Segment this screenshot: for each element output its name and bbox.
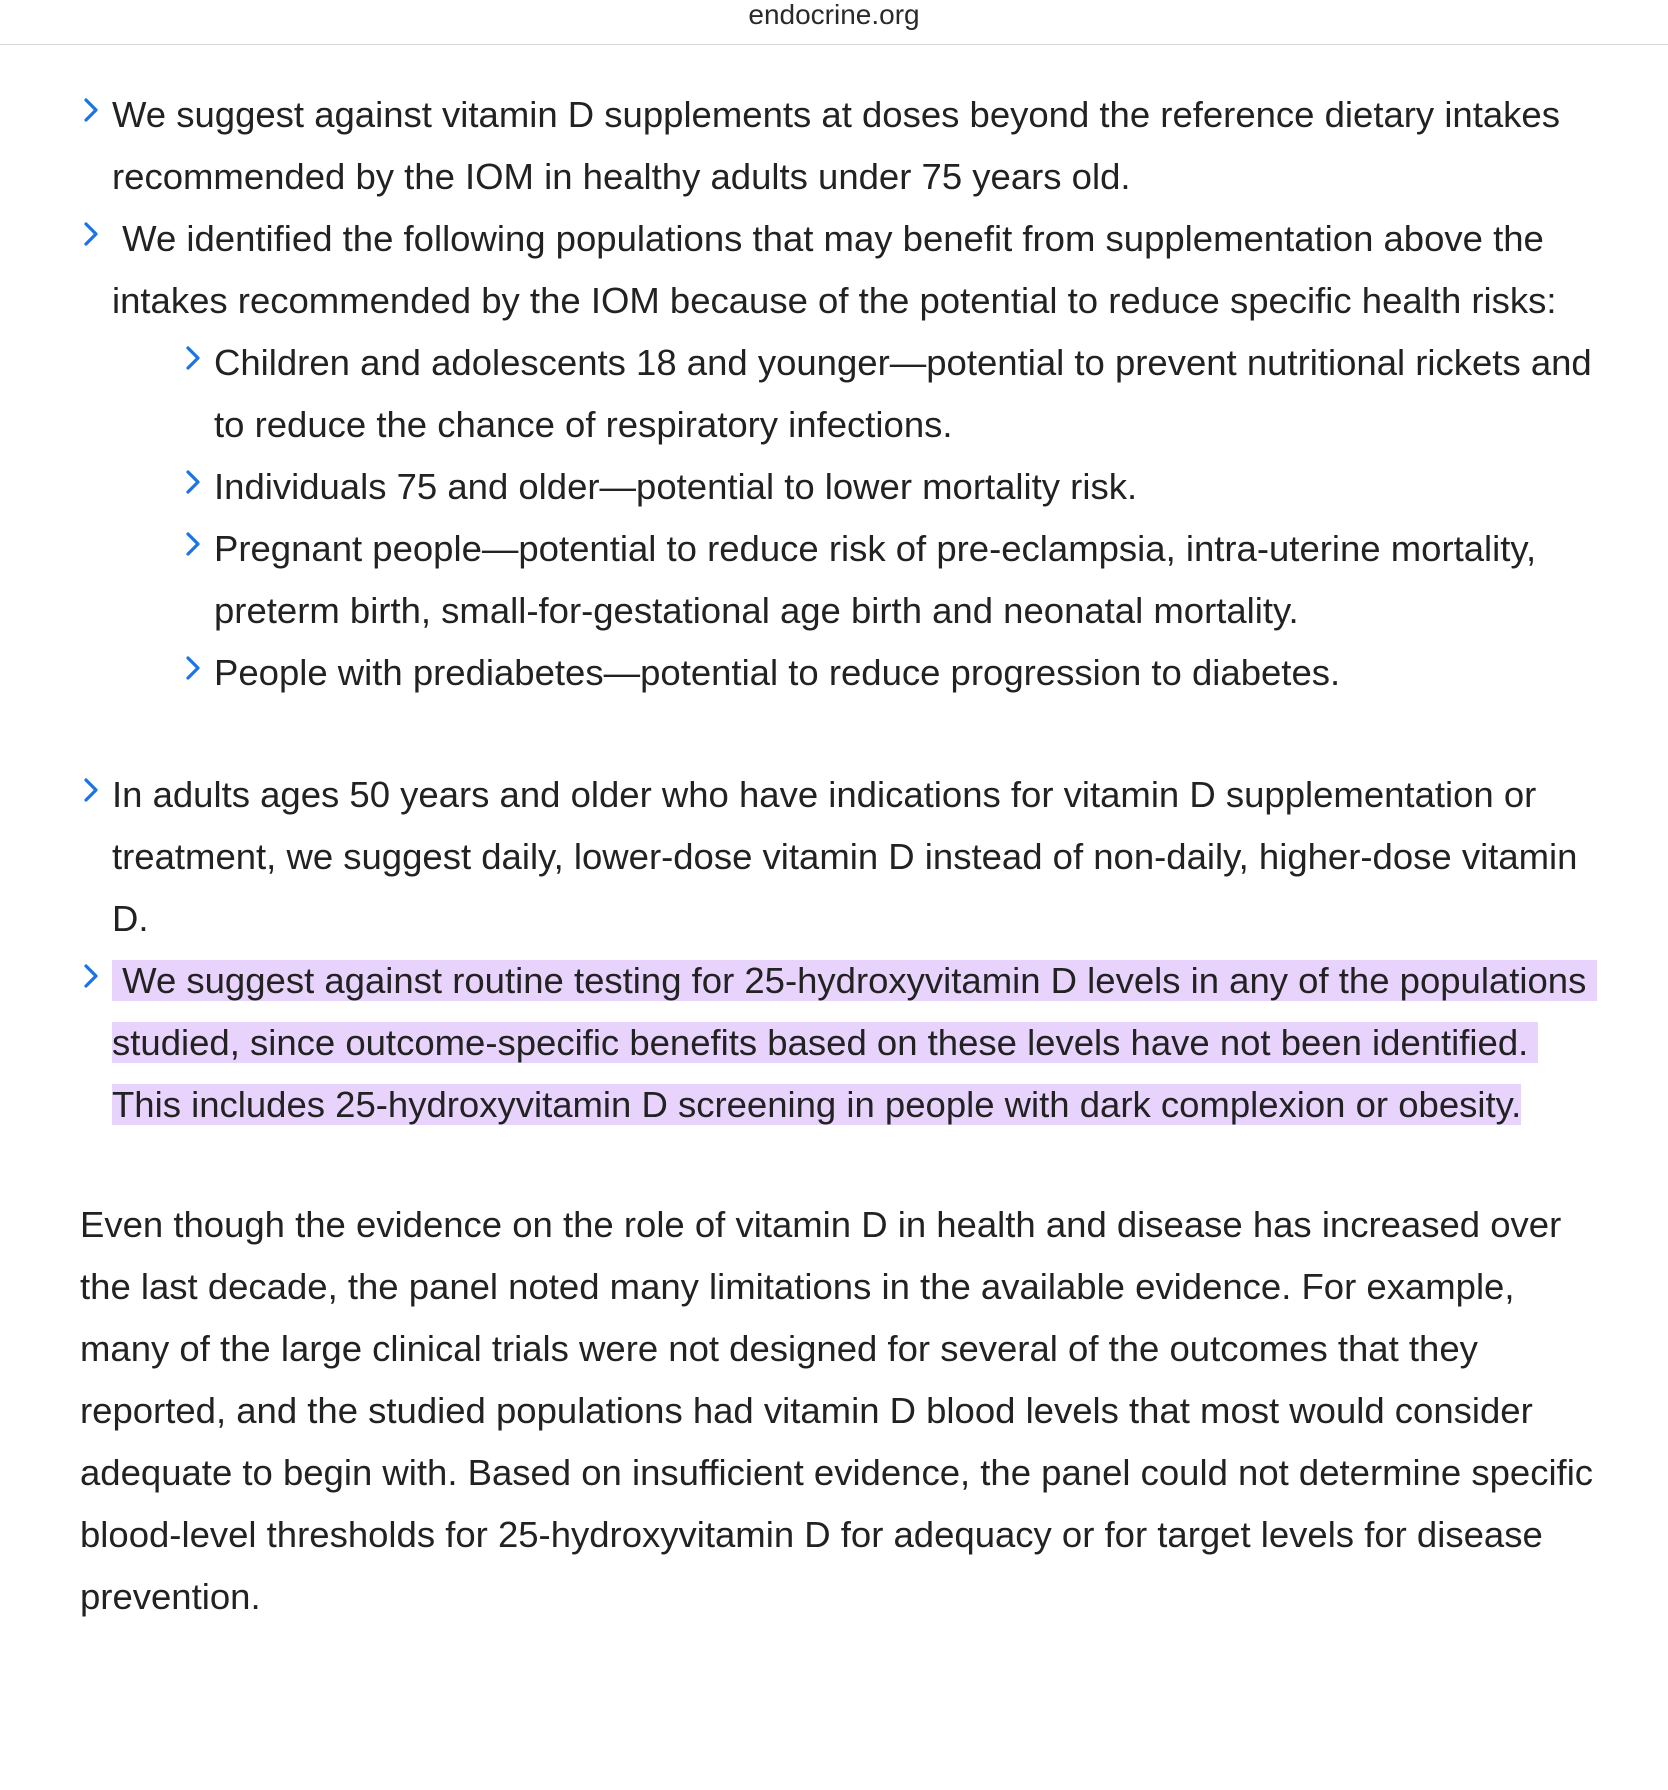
population-text: Pregnant people—potential to reduce risk of pre-eclampsia, intra-uterine mortality, preterm birth, small-for-gestational age birth and neonatal mortality.	[214, 528, 1537, 631]
population-text: Individuals 75 and older—potential to lower mortality risk.	[214, 466, 1138, 507]
recommendation-text: In adults ages 50 years and older who have indications for vitamin D supplementation or treatment, we suggest daily, lower-dose vitamin D instead of non-daily, higher-dose vitamin D.	[112, 774, 1578, 939]
chevron-right-icon	[82, 777, 100, 803]
recommendation-item	[112, 84, 1592, 208]
population-item	[214, 332, 1604, 456]
recommendation-item	[112, 208, 1592, 332]
recommendation-text: We suggest against vitamin D supplements at doses beyond the reference dietary intakes recommended by the IOM in healthy adults under 75 years old.	[112, 94, 1560, 197]
population-item	[214, 518, 1604, 642]
chevron-right-icon	[184, 345, 202, 371]
recommendation-item-selected	[112, 950, 1597, 1136]
address-domain: endocrine.org	[748, 0, 920, 30]
population-item	[214, 642, 1604, 704]
chevron-right-icon	[184, 531, 202, 557]
recommendation-text: We identified the following populations that may benefit from supplementation above the intakes recommended by the IOM because of the potential to reduce specific health risks:	[112, 218, 1557, 321]
summary-paragraph: Even though the evidence on the role of vitamin D in health and disease has increased over the last decade, the panel noted many limitations in the available evidence. For example, many of the large clinical trials were not designed for several of the outcomes that they reported, and the studied populations had vitamin D blood levels that most would consider adequate to begin with. Based on insufficient evidence, the panel could not determine specific blood-level thresholds for 25-hydroxyvitamin D for adequacy or for target levels for disease prevention.	[80, 1204, 1594, 1617]
chevron-right-icon	[82, 97, 100, 123]
chevron-right-icon	[184, 655, 202, 681]
recommendation-item	[112, 764, 1592, 950]
chevron-right-icon	[82, 221, 100, 247]
address-bar[interactable]	[0, 0, 1668, 45]
population-item	[214, 456, 1604, 518]
population-text: People with prediabetes—potential to reduce progression to diabetes.	[214, 652, 1341, 693]
article-content	[0, 84, 1668, 1628]
chevron-right-icon	[184, 469, 202, 495]
selected-text-highlight[interactable]: We suggest against routine testing for 25-hydroxyvitamin D levels in any of the populations studied, since outcome-specific benefits based on these levels have not been identified. This includes 25-hydroxyvitamin D screening in people with dark complexion or obesity.	[112, 960, 1597, 1125]
chevron-right-icon	[82, 963, 100, 989]
spacer	[0, 704, 1668, 764]
population-text: Children and adolescents 18 and younger—potential to prevent nutritional rickets and to reduce the chance of respiratory infections.	[214, 342, 1592, 445]
